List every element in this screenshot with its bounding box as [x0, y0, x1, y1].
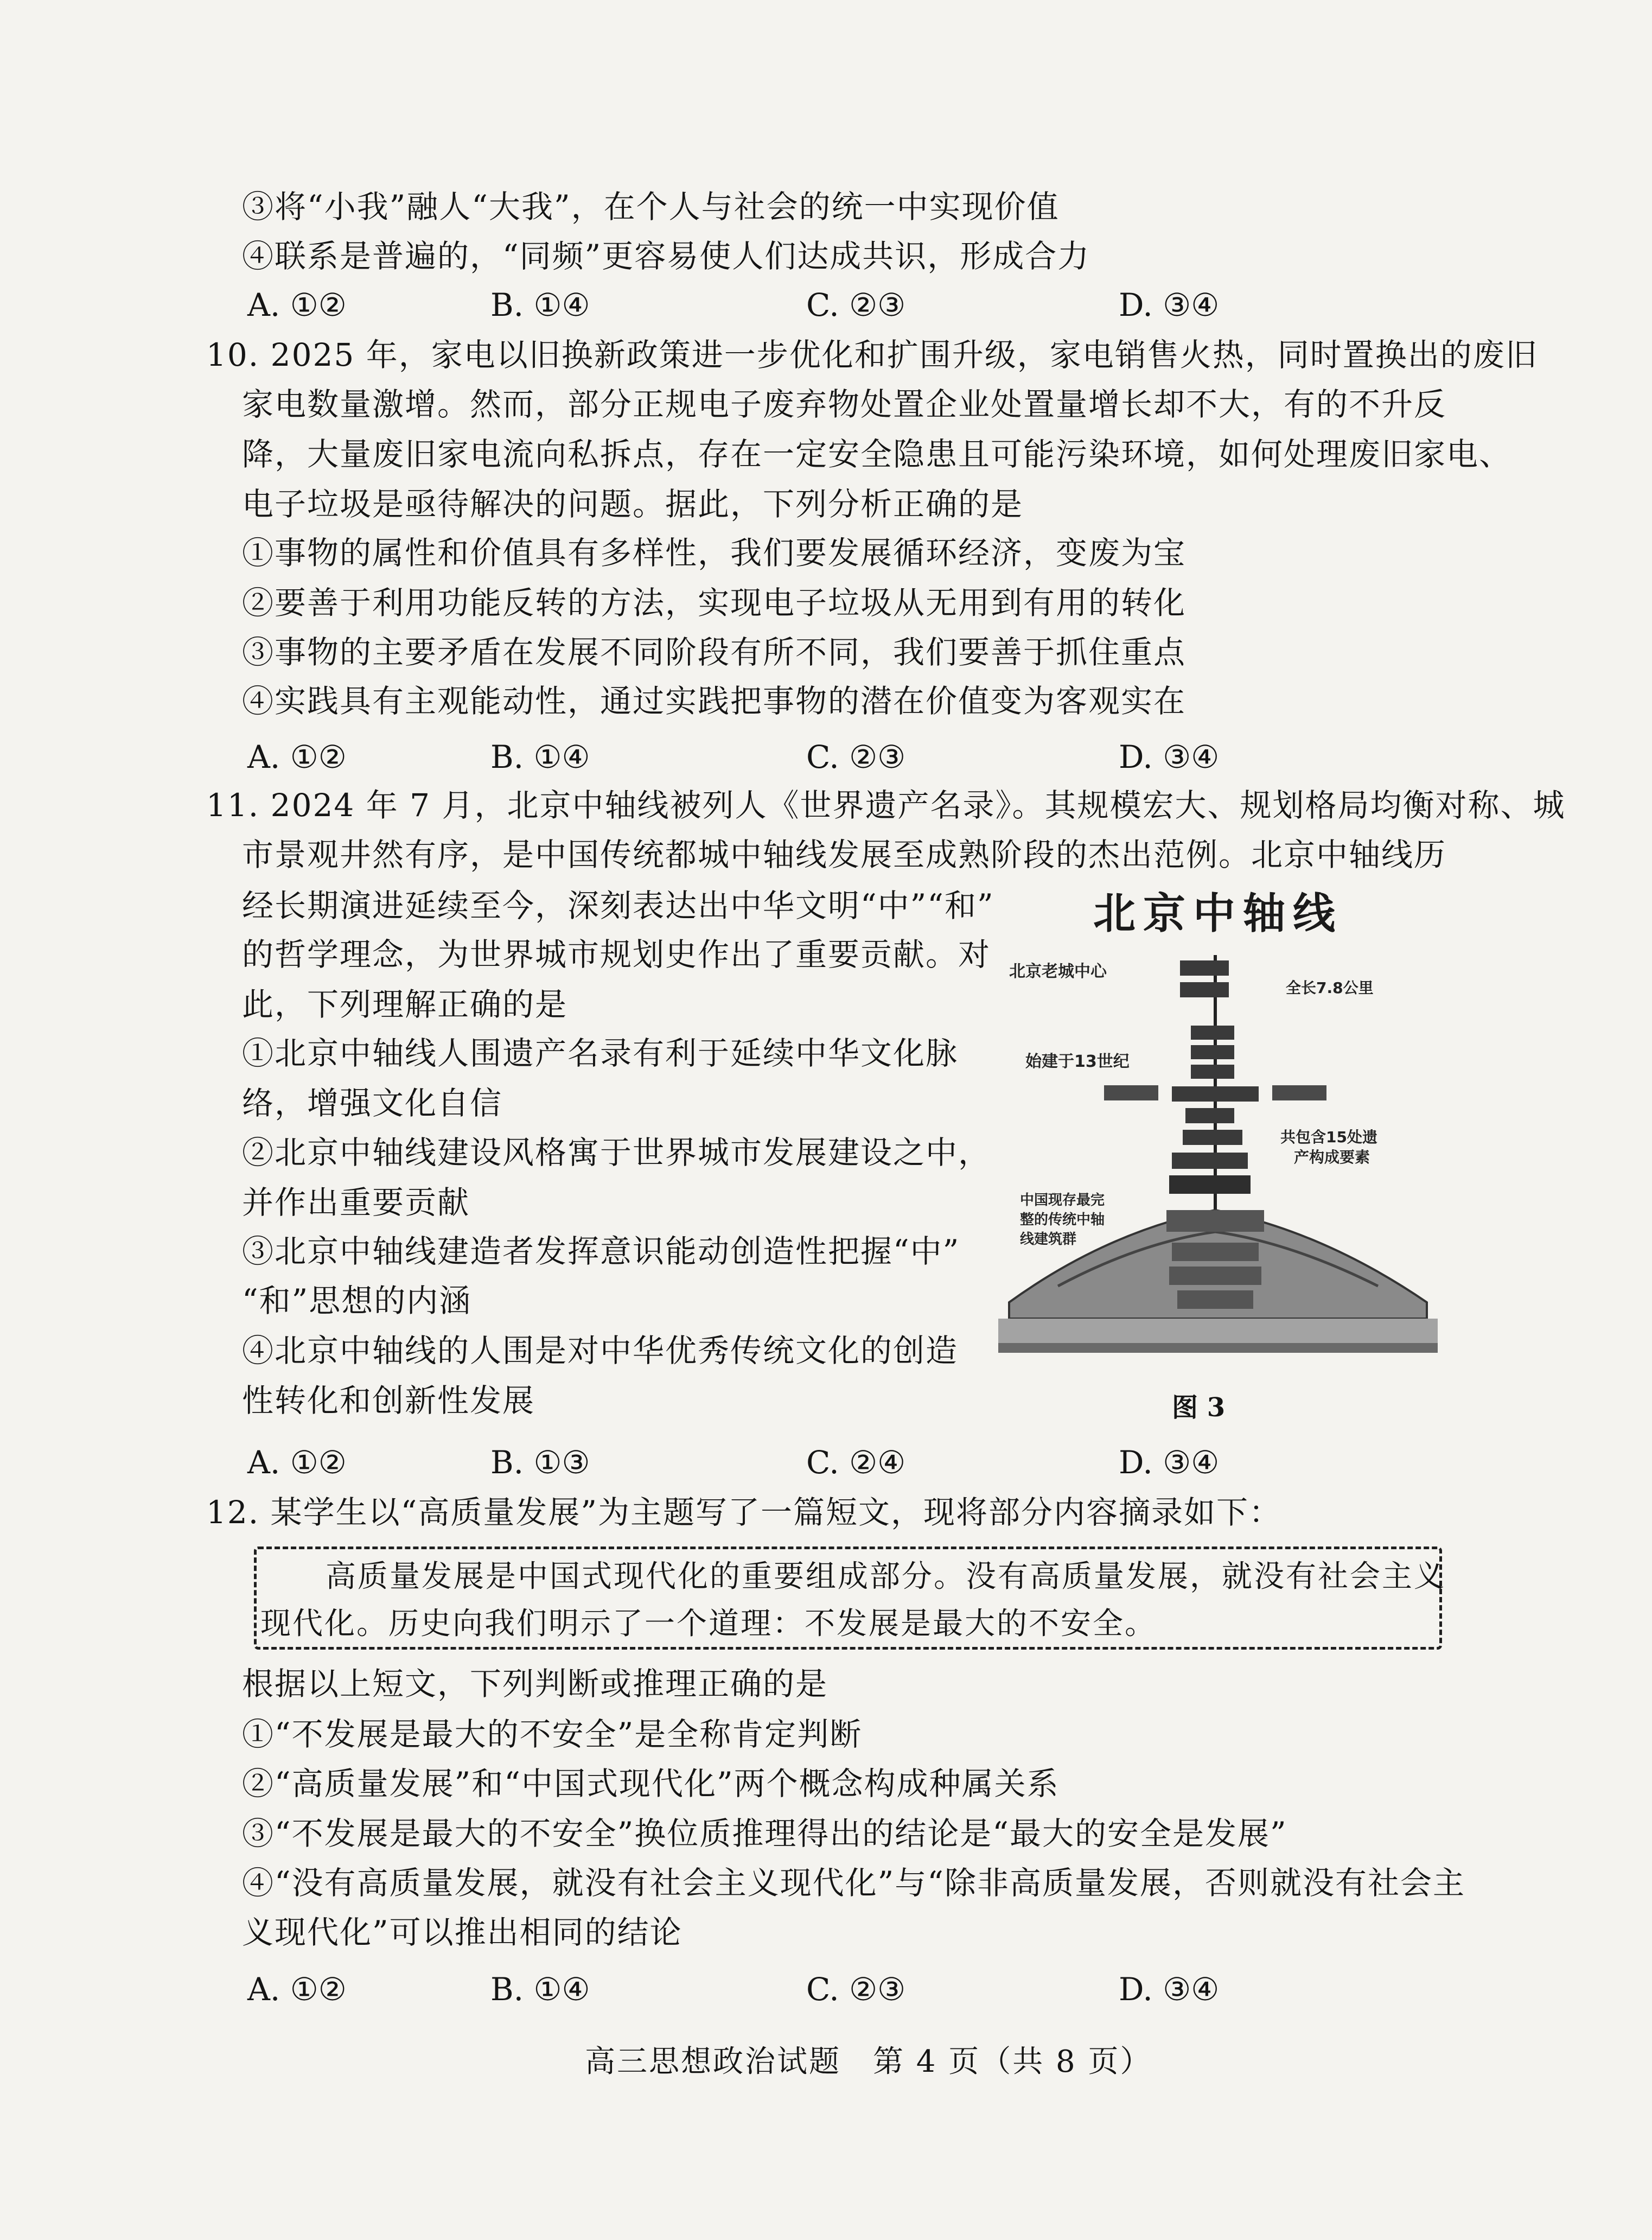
q11-option-4-b: 性转化和创新性发展 [242, 1382, 535, 1419]
q11-stem-line-1: 11. 2024 年 7 月，北京中轴线被列人《世界遗产名录》。其规模宏大、规划格局均衡对称、城 [206, 787, 1566, 824]
q12-stem-line-1: 12. 某学生以“高质量发展”为主题写了一篇短文，现将部分内容摘录如下： [206, 1494, 1281, 1531]
figure-title: 北京中轴线 [1093, 889, 1343, 938]
q11-option-4-a: ④北京中轴线的人围是对中华优秀传统文化的创造 [242, 1332, 959, 1369]
excerpt-line-2: 现代化。历史向我们明示了一个道理：不发展是最大的不安全。 [260, 1606, 1157, 1641]
choice-d: D. ③④ [1119, 1444, 1220, 1481]
q10-option-1: ①事物的属性和价值具有多样性，我们要发展循环经济，变废为宝 [242, 534, 1187, 571]
figure-label-components-b: 产构成要素 [1294, 1148, 1370, 1166]
central-axis-illustration [998, 884, 1438, 1384]
q11-option-2-b: 并作出重要贡献 [242, 1184, 470, 1221]
q12-option-2: ②“高质量发展”和“中国式现代化”两个概念构成种属关系 [242, 1765, 1060, 1802]
q12-stem-line-2: 根据以上短文，下列判断或推理正确的是 [242, 1665, 828, 1702]
q10-stem-line-4: 电子垃圾是亟待解决的问题。据此，下列分析正确的是 [242, 486, 1024, 523]
q10-stem-line-1: 10. 2025 年，家电以旧换新政策进一步优化和扩围升级，家电销售火热，同时置换出的废旧 [206, 336, 1538, 373]
choice-c: C. ②③ [806, 287, 906, 323]
choice-b: B. ①④ [490, 739, 590, 775]
q11-stem-line-5: 此，下列理解正确的是 [242, 986, 568, 1023]
q9-option-4: ④联系是普遍的，“同频”更容易使人们达成共识，形成合力 [242, 238, 1090, 275]
choice-b: B. ①③ [490, 1444, 590, 1481]
q12-option-4-b: 义现代化”可以推出相同的结论 [242, 1914, 683, 1951]
q10-stem-line-3: 降，大量废旧家电流向私拆点，存在一定安全隐患且可能污染环境，如何处理废旧家电、 [242, 436, 1512, 473]
choice-d: D. ③④ [1119, 1971, 1220, 2008]
q10-option-4: ④实践具有主观能动性，通过实践把事物的潜在价值变为客观实在 [242, 683, 1187, 720]
choice-c: C. ②④ [806, 1444, 906, 1481]
choice-c: C. ②③ [806, 739, 906, 775]
figure-caption: 图 3 [1172, 1392, 1226, 1423]
choice-a: A. ①② [247, 739, 347, 775]
choice-b: B. ①④ [490, 1971, 590, 2008]
choice-a: A. ①② [247, 1444, 347, 1481]
choice-a: A. ①② [247, 287, 347, 323]
q11-option-3-a: ③北京中轴线建造者发挥意识能动创造性把握“中” [242, 1233, 960, 1270]
q11-option-2-a: ②北京中轴线建设风格寓于世界城市发展建设之中， [242, 1134, 991, 1171]
q12-option-3: ③“不发展是最大的不安全”换位质推理得出的结论是“最大的安全是发展” [242, 1815, 1287, 1852]
beijing-central-axis-figure [998, 884, 1438, 1427]
q11-option-3-b: “和”思想的内涵 [242, 1282, 472, 1319]
q12-option-1: ①“不发展是最大的不安全”是全称肯定判断 [242, 1716, 863, 1753]
choice-b: B. ①④ [490, 287, 590, 323]
figure-label-old-city: 北京老城中心 [1009, 962, 1107, 981]
q12-option-4-a: ④“没有高质量发展，就没有社会主义现代化”与“除非高质量发展，否则就没有社会主 [242, 1864, 1465, 1901]
excerpt-line-1: 高质量发展是中国式现代化的重要组成部分。没有高质量发展，就没有社会主义 [326, 1559, 1446, 1594]
choice-c: C. ②③ [806, 1971, 906, 2008]
q11-stem-line-4: 的哲学理念，为世界城市规划史作出了重要贡献。对 [242, 936, 991, 973]
q9-option-3: ③将“小我”融人“大我”，在个人与社会的统一中实现价值 [242, 188, 1060, 225]
q10-stem-line-2: 家电数量激增。然而，部分正规电子废弃物处置企业处置量增长却不大，有的不升反 [242, 386, 1447, 423]
q11-stem-line-2: 市景观井然有序，是中国传统都城中轴线发展至成熟阶段的杰出范例。北京中轴线历 [242, 836, 1447, 873]
q10-option-3: ③事物的主要矛盾在发展不同阶段有所不同，我们要善于抓住重点 [242, 634, 1187, 671]
figure-label-components-a: 共包含15处遗 [1280, 1128, 1377, 1146]
q11-stem-line-3: 经长期演进延续至今，深刻表达出中华文明“中”“和” [242, 887, 994, 924]
choice-d: D. ③④ [1119, 287, 1220, 323]
figure-label-length: 全长7.8公里 [1286, 979, 1374, 997]
figure-label-complete-c: 线建筑群 [1020, 1231, 1077, 1248]
figure-label-built: 始建于13世纪 [1025, 1052, 1130, 1071]
q10-option-2: ②要善于利用功能反转的方法，实现电子垃圾从无用到有用的转化 [242, 584, 1187, 621]
choice-d: D. ③④ [1119, 739, 1220, 775]
figure-label-complete-b: 整的传统中轴 [1020, 1212, 1105, 1228]
choice-a: A. ①② [247, 1971, 347, 2008]
page-footer: 高三思想政治试题 第 4 页（共 8 页） [585, 2044, 1152, 2079]
q11-option-1-a: ①北京中轴线人围遗产名录有利于延续中华文化脉 [242, 1035, 959, 1072]
q11-option-1-b: 络，增强文化自信 [242, 1085, 503, 1122]
figure-label-complete-a: 中国现存最完 [1020, 1192, 1105, 1208]
